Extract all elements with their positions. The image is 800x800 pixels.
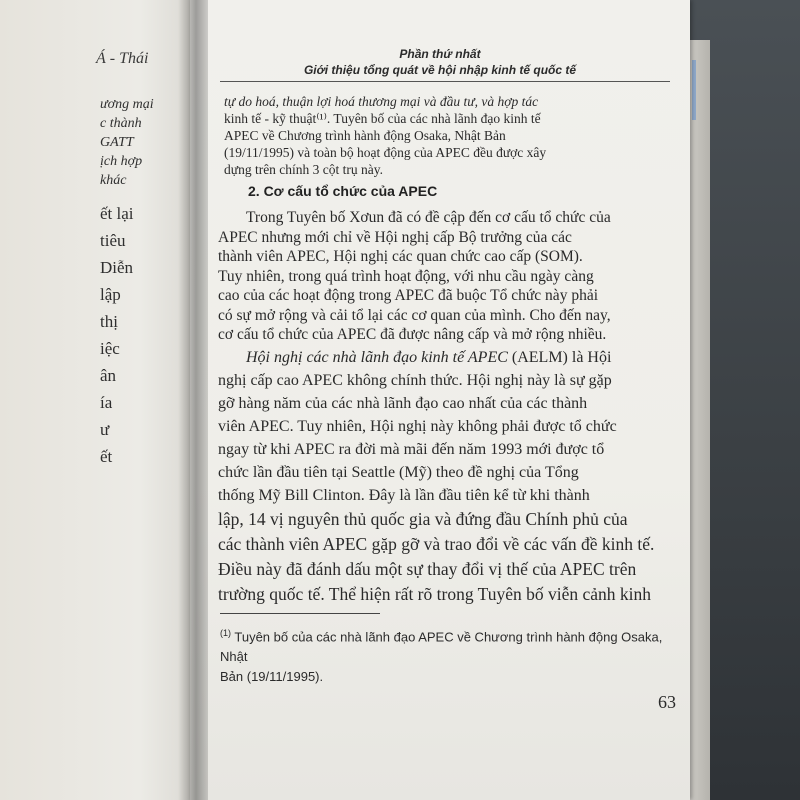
book-page: [190, 0, 690, 800]
text-line: [218, 347, 676, 369]
left-line: tiêu: [100, 231, 126, 250]
left-line: ết: [100, 447, 113, 466]
text-line: thống Mỹ Bill Clinton. Đây là lần đầu tiên kể từ khi thành: [218, 487, 590, 504]
section-heading: 2. Cơ cấu tổ chức của APEC: [248, 183, 438, 199]
text-line: các thành viên APEC gặp gỡ và trao đổi về các vấn đề kinh tế.: [218, 534, 655, 554]
left-line: ết lại: [100, 204, 134, 223]
left-line: khác: [100, 173, 127, 188]
text-line: (19/11/1995) và toàn bộ hoạt động của APEC đều được xây: [224, 145, 547, 160]
page-number: 63: [658, 692, 676, 712]
footnote-text: Tuyên bố của các nhà lãnh đạo APEC về Chương trình hành động Osaka, Nhật: [220, 629, 663, 665]
text-line: gỡ hàng năm của các nhà lãnh đạo cao nhất của các thành: [218, 395, 588, 412]
left-line: ương mại: [100, 97, 154, 112]
text-line: nghị cấp cao APEC không chính thức. Hội nghị này là sự gặp: [218, 372, 612, 389]
paragraph-aelm: [218, 347, 676, 607]
bookmark-strip: [692, 60, 696, 120]
text-line: thành viên APEC, Hội nghị các quan chức cao cấp (SOM).: [218, 248, 583, 265]
text-line: ngay từ khi APEC ra đời mà mãi đến năm 1993 mới được tổ: [218, 441, 605, 458]
text-line: cao của các hoạt động trong APEC đã buộc Tổ chức này phải: [218, 287, 598, 304]
text-line: lập, 14 vị nguyên thủ quốc gia và đứng đầu Chính phủ của: [218, 509, 628, 529]
footnote-marker: (1): [220, 628, 231, 638]
left-line: GATT: [100, 135, 134, 150]
footnote-rule: [220, 613, 380, 614]
text-line: kinh tế - kỹ thuật⁽¹⁾. Tuyên bố của các nhà lãnh đạo kinh tế: [224, 111, 541, 126]
left-line: ư: [100, 420, 110, 439]
left-page-fragment: Á - Thái: [96, 50, 149, 67]
left-line: ịch hợp: [100, 154, 143, 169]
left-line: c thành: [100, 116, 142, 131]
running-head-title: Giới thiệu tổng quát về hội nhập kinh tế quốc tế: [303, 63, 577, 77]
intro-paragraph: [224, 93, 672, 178]
text-line: APEC về Chương trình hành động Osaka, Nhật Bản: [224, 128, 506, 143]
text-line: Trong Tuyên bố Xơun đã có đề cập đến cơ cấu tổ chức của: [246, 209, 611, 226]
text-line: viên APEC. Tuy nhiên, Hội nghị này không phải được tổ chức: [218, 418, 617, 435]
left-line: iệc: [100, 339, 120, 358]
running-head-part: Phần thứ nhất: [399, 47, 481, 61]
footnote: [220, 623, 690, 687]
text-line: Điều này đã đánh dấu một sự thay đổi vị thế của APEC trên: [218, 559, 637, 579]
text-line: APEC nhưng mới chỉ về Hội nghị cấp Bộ trưởng của các: [218, 228, 572, 246]
footnote-line: [220, 623, 690, 667]
header-rule: [220, 81, 670, 82]
text-line: dựng trên chính 3 cột trụ này.: [224, 162, 384, 177]
left-line: ía: [100, 393, 113, 412]
text-line: tự do hoá, thuận lợi hoá thương mại và đầu tư, và hợp tác: [224, 94, 539, 109]
footnote-line: Bản (19/11/1995).: [220, 669, 324, 685]
text-line: trường quốc tế. Thể hiện rất rõ trong Tuyên bố viễn cảnh kinh: [218, 584, 651, 604]
aelm-term: Hội nghị các nhà lãnh đạo kinh tế APEC: [246, 349, 508, 366]
text-line: chức lần đầu tiên tại Seattle (Mỹ) theo đề nghị của Tổng: [218, 464, 579, 481]
left-line: lập: [100, 285, 121, 304]
left-page: [0, 0, 200, 800]
text-line: có sự mở rộng và cải tổ lại các cơ quan của mình. Cho đến nay,: [218, 306, 611, 324]
aelm-rest: (AELM) là Hội: [507, 349, 612, 366]
paragraph-structure: [218, 208, 676, 345]
text-line: Tuy nhiên, trong quá trình hoạt động, với nhu cầu ngày càng: [218, 267, 594, 285]
text-line: cơ cấu tổ chức của APEC đã được nâng cấp và mở rộng nhiều.: [218, 326, 607, 343]
book-gutter: [178, 0, 208, 800]
left-line: ân: [100, 366, 117, 385]
left-line: thị: [100, 312, 118, 331]
left-line: Diễn: [100, 258, 134, 277]
